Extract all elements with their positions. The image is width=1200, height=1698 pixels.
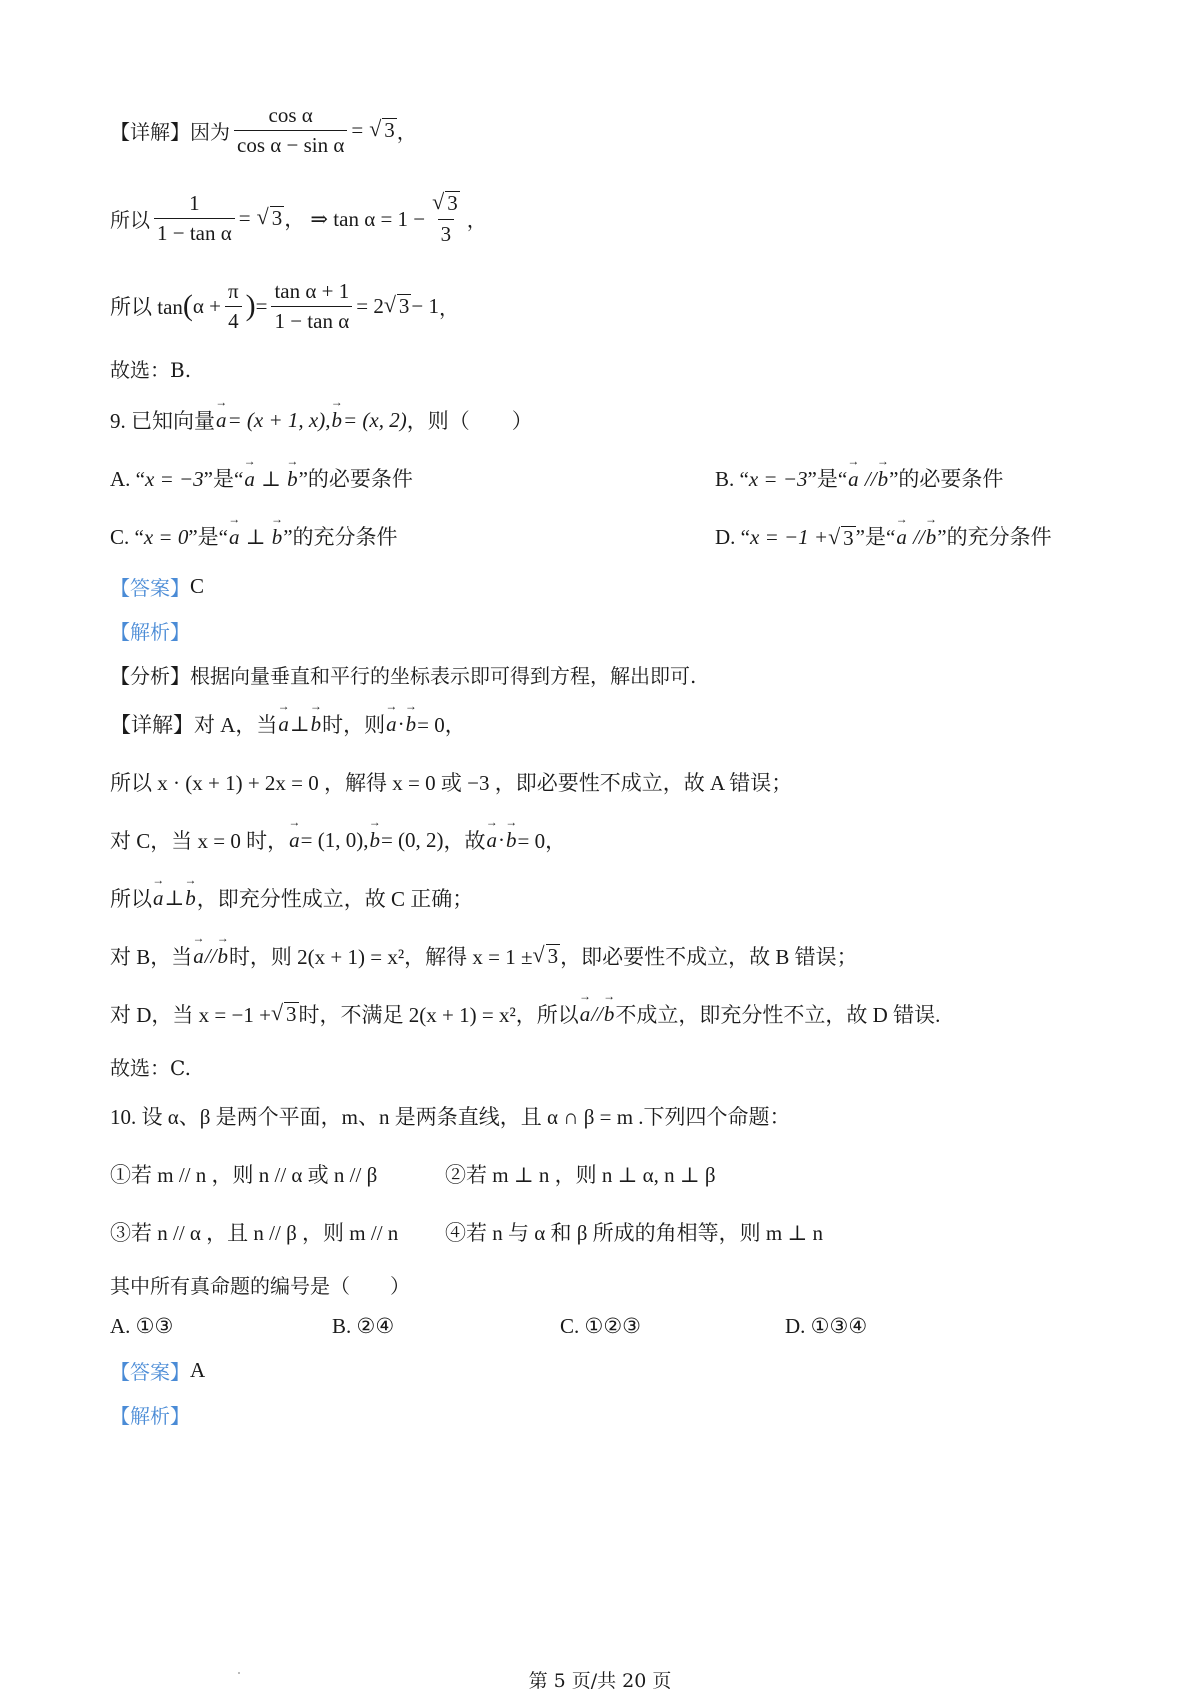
q10-props-row-2 <box>110 1210 1090 1254</box>
vector-b: → b <box>405 712 418 737</box>
option-condition: x = −1 + <box>750 525 829 549</box>
conclusion-q9: 故选：C. <box>110 1055 191 1080</box>
q10-option-b: B. ②④ <box>332 1313 395 1338</box>
vector-a: → a <box>152 886 165 911</box>
fraction <box>429 191 463 244</box>
answer-value: A <box>190 1357 206 1382</box>
page-footer: 第 5 页/共 20 页 <box>528 1670 672 1692</box>
option-tail: ”的必要条件 <box>889 467 1004 491</box>
equals-sign: = <box>351 117 364 142</box>
vector-a: → a <box>277 712 290 737</box>
vector-b: → b <box>216 944 229 969</box>
vector-a: → a <box>895 525 908 550</box>
paren-right: ) <box>245 289 256 322</box>
equals-sign: = <box>238 205 251 230</box>
text: 所以 <box>110 887 152 911</box>
q9-option-a <box>110 463 413 493</box>
dot-operator: · <box>498 827 506 852</box>
option-condition: x = 0 <box>143 525 189 549</box>
fraction-numerator: tan α + 1 <box>274 279 350 304</box>
text: 不成立，即充分性不立，故 D 错误. <box>615 1003 941 1027</box>
option-tail: ”的充分条件 <box>283 525 398 549</box>
vector-a: → a <box>243 467 256 492</box>
option-mid: ”是“ <box>188 525 228 549</box>
option-condition: x = −3 <box>748 467 808 491</box>
detail-label: 【详解】因为 <box>110 119 230 144</box>
vector-b: → b <box>877 467 890 492</box>
vector-a: → a <box>847 467 860 492</box>
equals-sign: = <box>255 293 268 318</box>
sqrt-expression: √ 3 <box>369 115 395 142</box>
option-mid: ”是“ <box>807 467 848 491</box>
option-label: A. “ <box>110 467 145 491</box>
q10-question: 其中所有真命题的编号是（ ） <box>110 1273 410 1298</box>
q10-props-row-1 <box>110 1152 1090 1196</box>
relation: ⊥ <box>289 711 310 736</box>
vector-a: → a <box>288 828 301 853</box>
punct: ， <box>396 119 417 144</box>
alpha-plus: α + <box>192 293 222 318</box>
q10-options <box>110 1304 1090 1348</box>
option-tail: ”的充分条件 <box>937 525 1052 549</box>
text: = (1, 0), <box>300 827 369 852</box>
step-prefix: 所以 <box>110 207 150 232</box>
relation: ⊥ <box>245 525 266 549</box>
q9-answer <box>110 564 204 608</box>
q10-stem: 10. 设 α、β 是两个平面，m、n 是两条直线，且 α ∩ β = m .下列四个命题： <box>110 1105 791 1129</box>
vector-b: → b <box>505 828 518 853</box>
q10-prop-1: ①若 m // n ，则 n // α 或 n // β <box>110 1163 378 1187</box>
q9-option-c <box>110 521 398 551</box>
vector-a: → a <box>228 525 241 550</box>
vector-a: → a <box>192 944 205 969</box>
q9-options-row-2 <box>110 514 1090 558</box>
text: 对 B，当 <box>110 945 193 969</box>
sqrt-expression: √ 3 <box>432 189 458 216</box>
detail-line-2 <box>110 189 487 246</box>
conclusion-q8: 故选：B. <box>110 357 192 382</box>
vector-b: → b <box>271 525 284 550</box>
text: 对 C，当 x = 0 时， <box>110 829 289 853</box>
vector-b: → b <box>184 886 197 911</box>
vector-a: → a <box>215 408 228 433</box>
q10-option-a: A. ①③ <box>110 1313 174 1338</box>
vector-a: → a <box>385 712 398 737</box>
step-prefix: 所以 tan <box>110 295 183 319</box>
text: ，故 <box>443 829 486 853</box>
sqrt-arg: 3 <box>547 943 559 968</box>
text: 对 D，当 x = −1 + <box>110 1003 271 1027</box>
q10-option-d: D. ①③④ <box>785 1313 868 1338</box>
text: = (0, 2) <box>380 827 444 852</box>
relation: // <box>913 525 925 549</box>
sqrt-expression: √ 3 <box>828 524 854 550</box>
relation: // <box>864 467 877 491</box>
analysis-label: 【解析】 <box>110 1403 190 1428</box>
vector-b-expr: = (x, 2) <box>342 407 407 432</box>
implication-text: ， ⇒ tan α = 1 − <box>284 207 426 231</box>
answer-label: 【答案】 <box>110 575 190 600</box>
text: 时，则 2(x + 1) = x²，解得 x = 1 ± <box>228 945 533 969</box>
q9-analysis-label <box>110 608 190 652</box>
sqrt-arg: 3 <box>271 205 283 230</box>
fraction-denominator: cos α − sin α <box>234 130 347 156</box>
sqrt-expression: √ 3 <box>383 291 410 318</box>
sqrt-expression: √ 3 <box>256 203 283 230</box>
text: = 0， <box>417 713 466 737</box>
q9-detail-3 <box>110 818 566 862</box>
q10-option-c: C. ①②③ <box>560 1313 641 1338</box>
q9-stem-prefix: 9. 已知向量 <box>110 409 215 433</box>
detail-line-1 <box>110 103 417 157</box>
q9-detail-4 <box>110 876 473 920</box>
q9-detail-5 <box>110 934 858 978</box>
vector-b: → b <box>603 1002 616 1027</box>
q10-prop-3: ③若 n // α ，且 n // β ，则 m // n <box>110 1221 399 1245</box>
q10-prop-2: ②若 m ⊥ n ，则 n ⊥ α, n ⊥ β <box>445 1163 716 1187</box>
vector-b: → b <box>925 525 938 550</box>
sqrt-arg: 3 <box>843 526 854 550</box>
sqrt-arg: 3 <box>286 1001 297 1026</box>
fraction-denominator: 1 − tan α <box>271 306 352 332</box>
q9-option-d <box>715 521 1052 551</box>
fraction-numerator: π <box>228 279 239 304</box>
q9-detail-6 <box>110 992 940 1036</box>
fraction-pi-over-4 <box>225 280 242 331</box>
option-tail: ”的必要条件 <box>298 467 413 491</box>
sqrt-arg: 3 <box>398 293 410 318</box>
relation: // <box>204 943 217 968</box>
option-condition: x = −3 <box>145 467 204 491</box>
q9-fenxi: 【分析】根据向量垂直和平行的坐标表示即可得到方程，解出即可. <box>110 663 697 688</box>
q10-analysis-label <box>110 1392 190 1436</box>
option-mid: ”是“ <box>855 525 896 549</box>
fraction-denominator: 3 <box>438 219 455 245</box>
answer-value: C <box>190 573 205 598</box>
sqrt-expression: √ 3 <box>270 999 297 1026</box>
option-label: D. “ <box>715 525 750 549</box>
q9-options-row-1 <box>110 456 1090 500</box>
detail-line-3 <box>110 279 459 333</box>
vector-a: → a <box>486 828 499 853</box>
vector-b: → b <box>310 712 323 737</box>
fraction <box>154 192 235 243</box>
vector-a: → a <box>579 1002 592 1027</box>
fraction-numerator: cos α <box>268 103 313 128</box>
relation: // <box>591 1001 603 1026</box>
vector-b: → b <box>368 828 381 853</box>
vector-b: → b <box>286 467 299 492</box>
punct: ， <box>466 207 487 232</box>
q9-stem-suffix: ，则（ ） <box>406 409 533 433</box>
text: 时，则 <box>322 713 386 737</box>
fraction <box>234 104 347 155</box>
sqrt-arg: 3 <box>384 117 395 142</box>
fraction <box>271 280 352 331</box>
text: = 0， <box>517 829 567 853</box>
vector-b: → b <box>330 408 343 433</box>
text: ，即必要性不成立，故 B 错误； <box>560 945 858 969</box>
vector-a-expr: = (x + 1, x), <box>227 407 331 432</box>
q9-detail-1 <box>110 702 466 746</box>
q10-prop-4: ④若 n 与 α 和 β 所成的角相等，则 m ⊥ n <box>445 1221 824 1245</box>
paren-left: ( <box>182 289 193 322</box>
punct: ， <box>439 295 459 320</box>
text: ，即充分性成立，故 C 正确； <box>196 887 474 911</box>
fraction-denominator: 1 − tan α <box>154 218 235 244</box>
option-label: B. “ <box>715 467 749 491</box>
option-mid: ”是“ <box>203 467 244 491</box>
relation: ⊥ <box>164 885 185 910</box>
fraction-denominator: 4 <box>225 306 242 332</box>
text: 时，不满足 2(x + 1) = x²，所以 <box>298 1003 579 1027</box>
dot-operator: · <box>397 711 405 736</box>
q9-stem <box>110 398 533 442</box>
q9-option-b <box>715 463 1003 493</box>
relation: ⊥ <box>261 467 281 491</box>
answer-label: 【答案】 <box>110 1359 190 1384</box>
sqrt-arg: 3 <box>447 191 458 216</box>
analysis-label: 【解析】 <box>110 619 190 644</box>
result-prefix: = 2 <box>356 293 384 318</box>
result-suffix: − 1 <box>411 293 439 318</box>
q9-detail-2: 所以 x · (x + 1) + 2x = 0 ，解得 x = 0 或 −3 ，即必要性不成立，故 A 错误； <box>110 771 793 795</box>
sqrt-expression: √ 3 <box>532 941 559 968</box>
fraction-numerator: 1 <box>189 191 200 216</box>
text: 【详解】对 A，当 <box>110 713 278 737</box>
q10-answer <box>110 1348 205 1392</box>
option-label: C. “ <box>110 525 144 549</box>
